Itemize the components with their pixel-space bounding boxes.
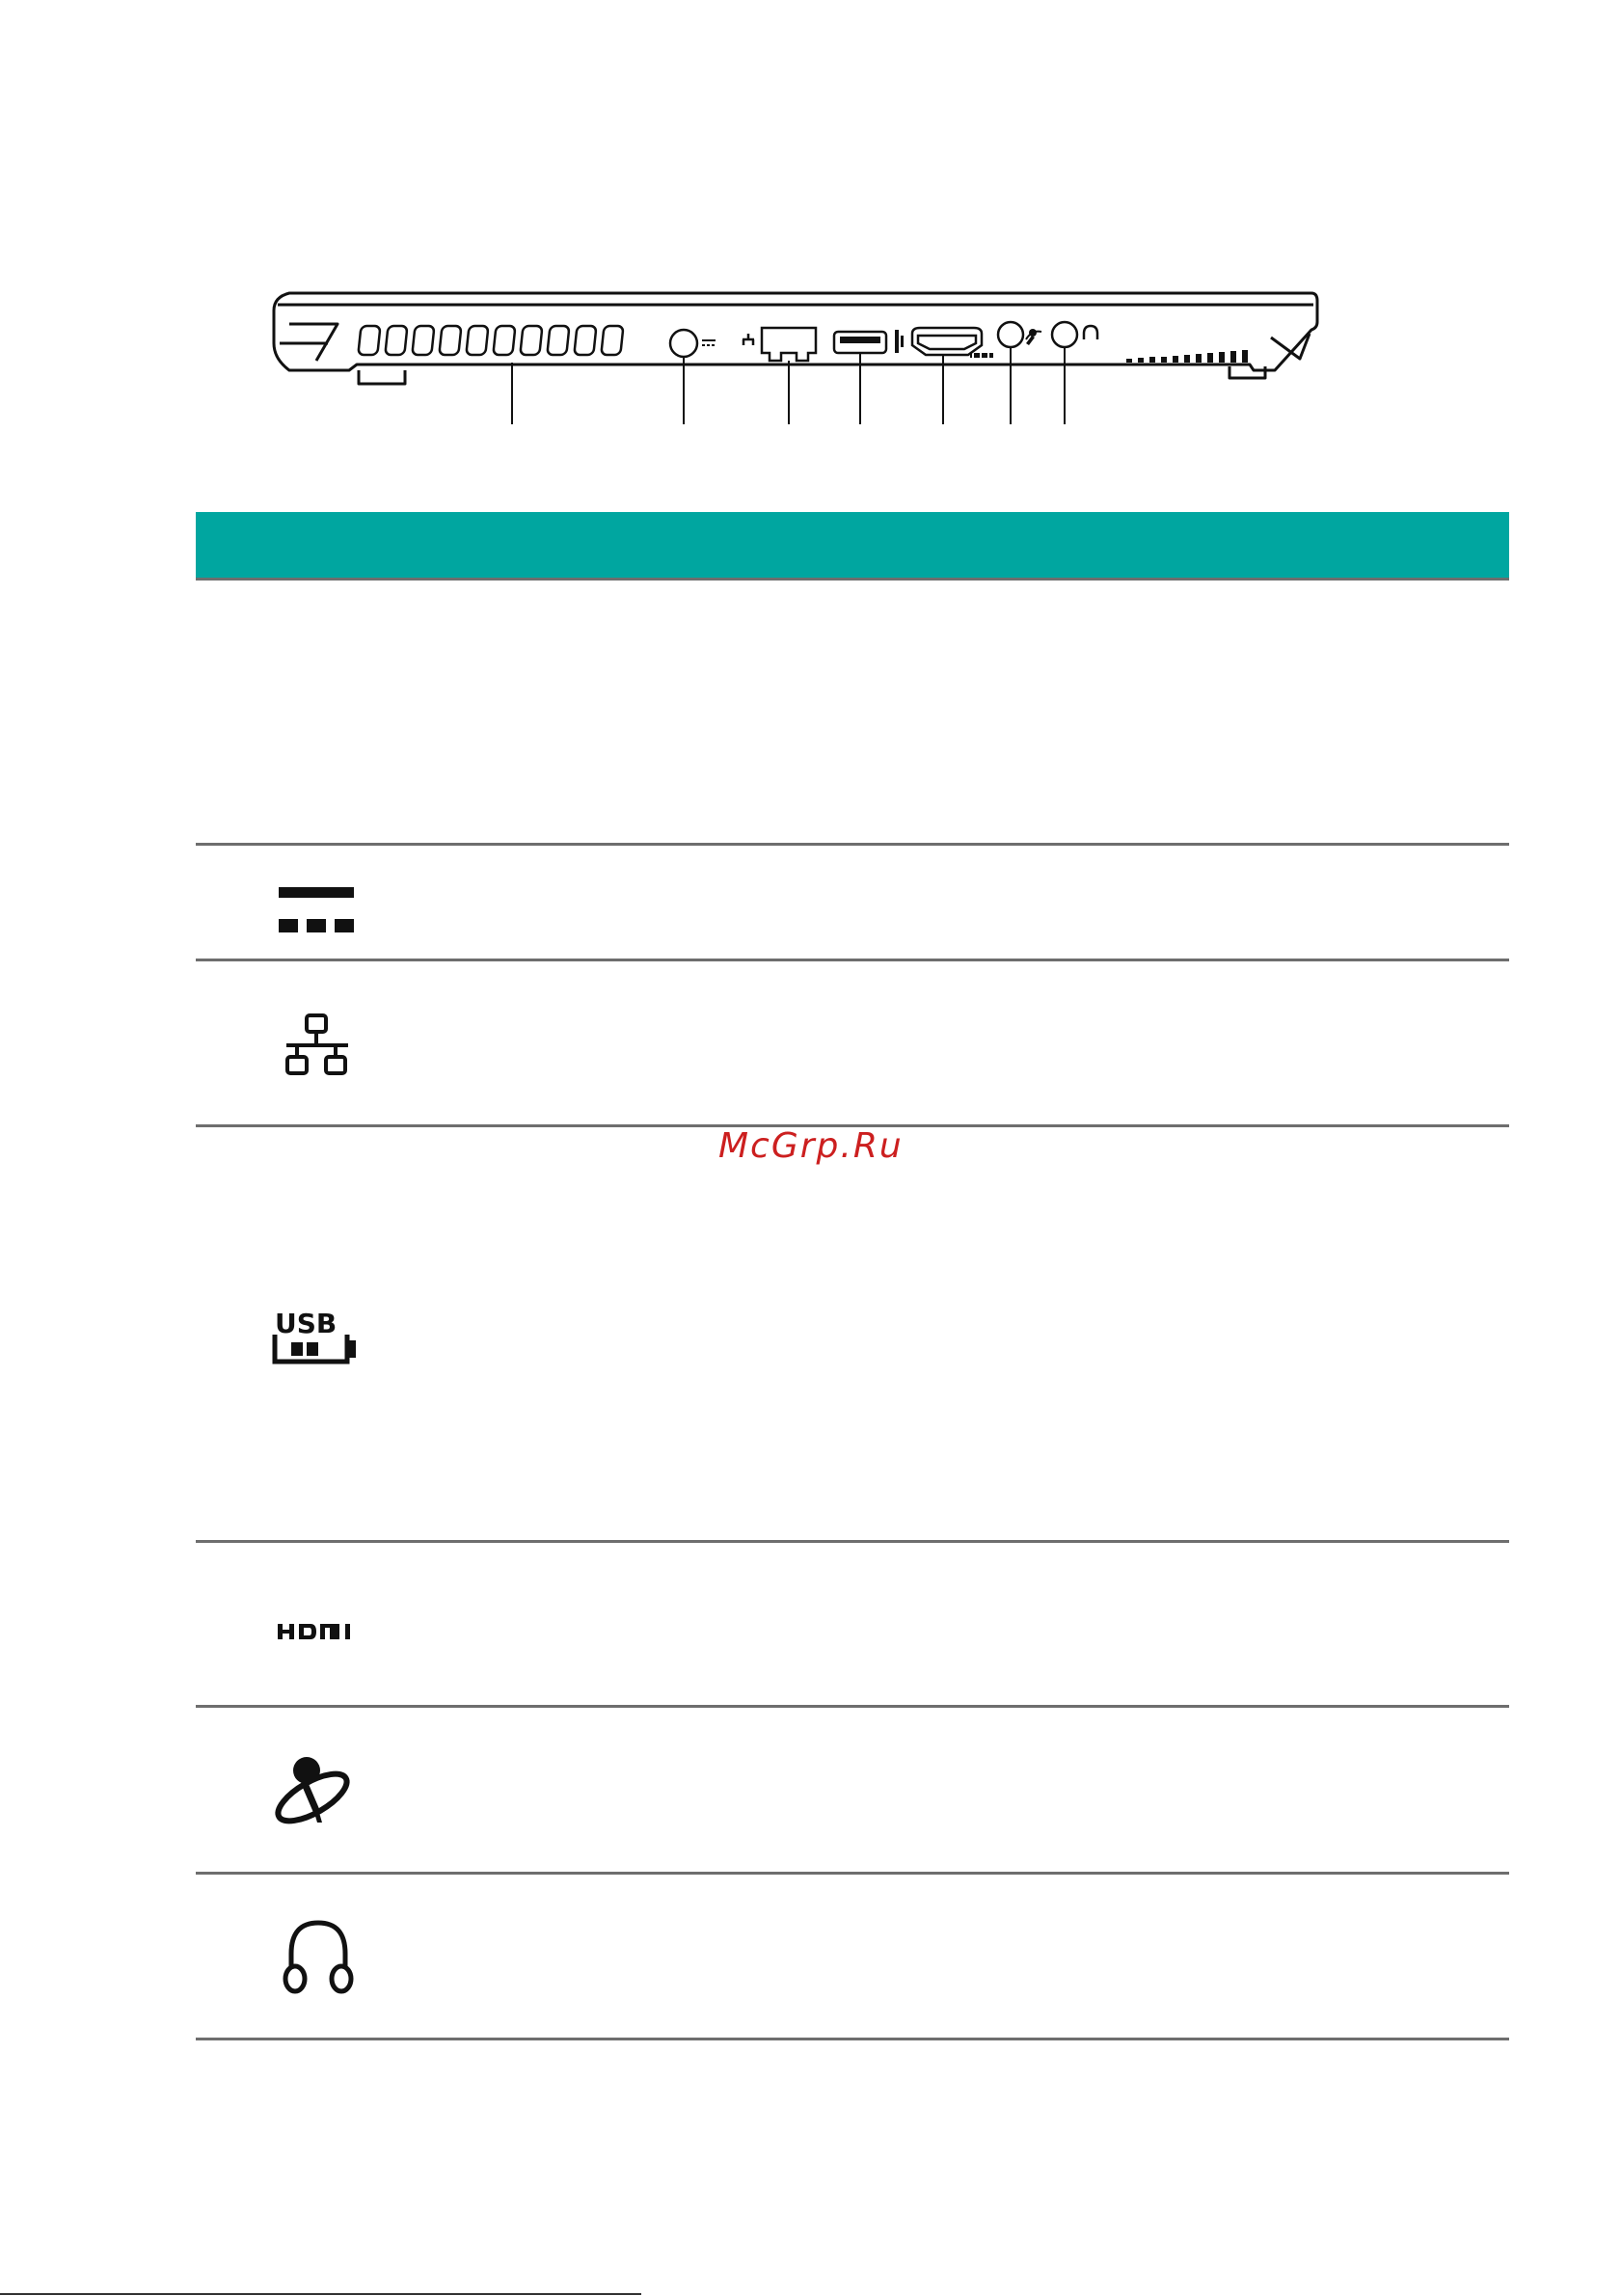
footer-line: [0, 2293, 641, 2295]
row-divider: [196, 2038, 1509, 2040]
row-divider: [196, 843, 1509, 846]
ethernet-icon: [284, 1013, 351, 1078]
laptop-left-side-diagram: [0, 0, 1621, 444]
ethernet-port: [743, 328, 816, 361]
headphone-icon: [282, 1919, 355, 1996]
headset-jack-port: [998, 322, 1023, 347]
row-divider: [196, 1540, 1509, 1543]
row-divider: [196, 1705, 1509, 1708]
headset-jack-icon: [272, 1755, 359, 1832]
dc-in-icon: [278, 885, 355, 935]
svg-text:USB: USB: [275, 1308, 338, 1339]
table-header-rule: [196, 578, 1509, 581]
dc-in-port: [670, 330, 697, 357]
hdmi-port: [912, 328, 982, 355]
headphone-jack-port: [1052, 322, 1097, 347]
air-vent-slots: [358, 326, 623, 355]
side-slits: [1126, 350, 1248, 363]
usb-charge-icon: [272, 1308, 368, 1367]
row-divider: [196, 959, 1509, 961]
watermark: McGrp.Ru: [718, 1126, 904, 1166]
hdmi-icon: [278, 1624, 359, 1641]
row-divider: [196, 1872, 1509, 1875]
callout-lines: [512, 347, 1065, 424]
table-header: [196, 512, 1509, 579]
